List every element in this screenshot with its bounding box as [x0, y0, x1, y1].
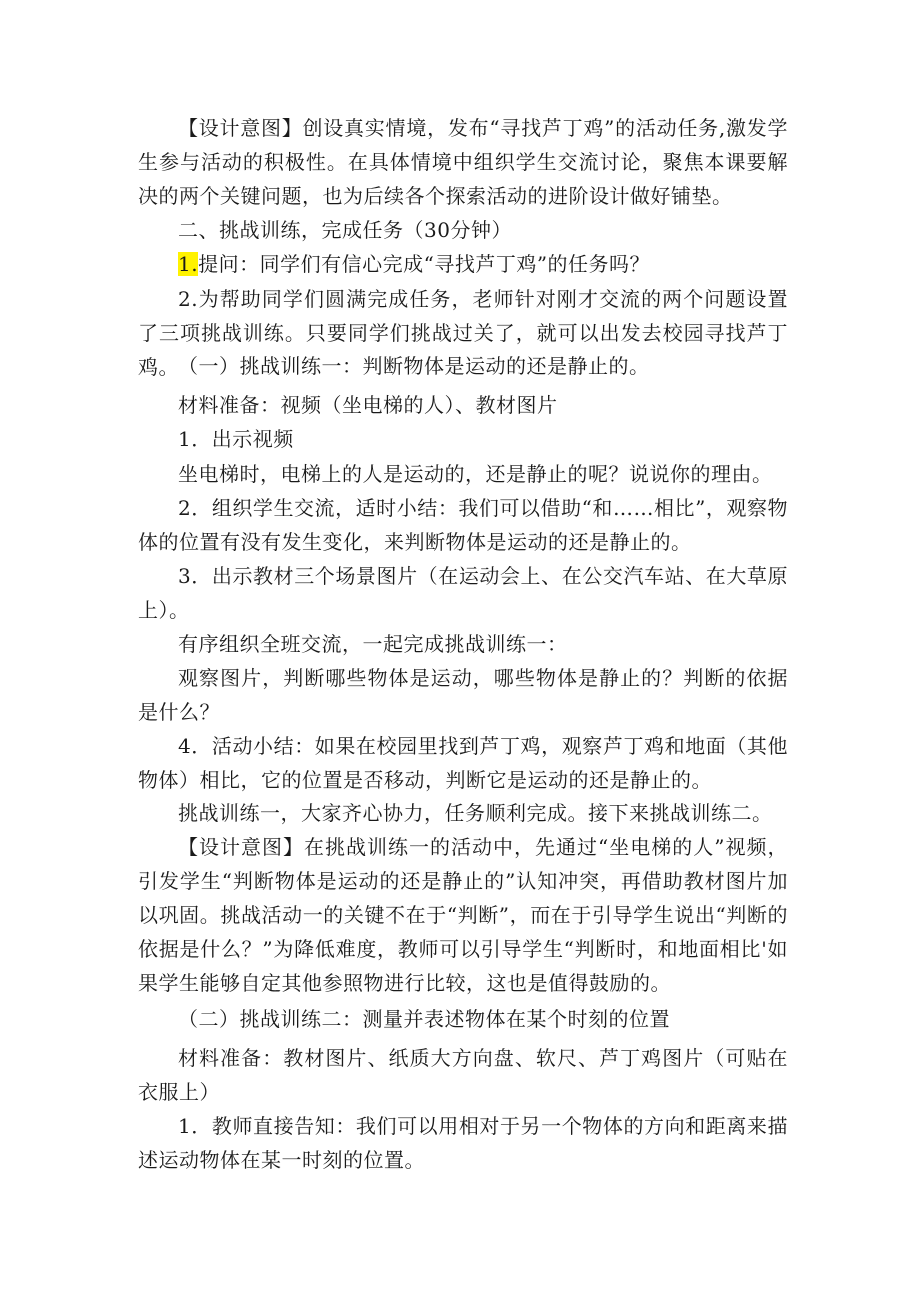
challenge-1-heading: （一）挑战训练一：判断物体是运动的还是静止的。 [178, 354, 650, 378]
challenge-2-heading: （二）挑战训练二：测量并表述物体在某个时刻的位置 [178, 1007, 670, 1031]
step-2-summary: 2．组织学生交流，适时小结：我们可以借助“和……相比”，观察物体的位置有没有发生变化，来判断物体是运动的还是静止的。 [138, 496, 788, 554]
highlight-number: 1. [178, 252, 199, 276]
observe-question: 观察图片，判断哪些物体是运动，哪些物体是静止的？判断的依据是什么？ [138, 666, 788, 724]
paragraph-help: 2.为帮助同学们圆满完成任务，老师针对刚才交流的两个问题设置了三项挑战训练。只要同学们挑战过关了，就可以出发去校园寻找芦丁鸡。 [138, 287, 788, 379]
materials-2: 材料准备：教材图片、纸质大方向盘、软尺、芦丁鸡图片（可贴在衣服上） [138, 1046, 788, 1104]
challenge-1-complete: 挑战训练一，大家齐心协力，任务顺利完成。接下来挑战训练二。 [178, 801, 773, 825]
materials-1: 材料准备：视频（坐电梯的人）、教材图片 [178, 393, 558, 417]
design-intent-2: 【设计意图】在挑战训练一的活动中，先通过“坐电梯的人”视频，引发学生“判断物体是运动的还是静止的”认知冲突，再借助教材图片加以巩固。挑战活动一的关键不在于“判断”，而在于引导学生说出“判断的依据是什么？”为降低难度，教师可以引导学生“判断时，和地面相比'如果学生能够自定其他参照物进行比较，这也是值得鼓励的。 [138, 835, 788, 995]
section-heading-2: 二、挑战训练，完成任务（30分钟） [178, 218, 512, 242]
paragraph-question [138, 247, 788, 281]
design-intent-1: 【设计意图】创设真实情境，发布“寻找芦丁鸡”的活动任务,激发学生参与活动的积极性。在具体情境中组织学生交流讨论，聚焦本课要解决的两个关键问题，也为后续各个探索活动的进阶设计做好铺垫。 [138, 116, 788, 208]
question-text: 提问：同学们有信心完成“寻找芦丁鸡”的任务吗？ [198, 252, 651, 276]
step-3-pictures: 3．出示教材三个场景图片（在运动会上、在公交汽车站、在大草原上）。 [138, 564, 788, 622]
escalator-question: 坐电梯时，电梯上的人是运动的，还是静止的呢？说说你的理由。 [178, 462, 773, 486]
step-4-summary: 4．活动小结：如果在校园里找到芦丁鸡，观察芦丁鸡和地面（其他物体）相比，它的位置是否移动，判断它是运动的还是静止的。 [138, 734, 788, 792]
step-1-show-video: 1．出示视频 [178, 427, 294, 451]
teacher-tells: 1．教师直接告知：我们可以用相对于另一个物体的方向和距离来描述运动物体在某一时刻的位置。 [138, 1114, 788, 1172]
class-exchange: 有序组织全班交流，一起完成挑战训练一： [178, 632, 568, 656]
